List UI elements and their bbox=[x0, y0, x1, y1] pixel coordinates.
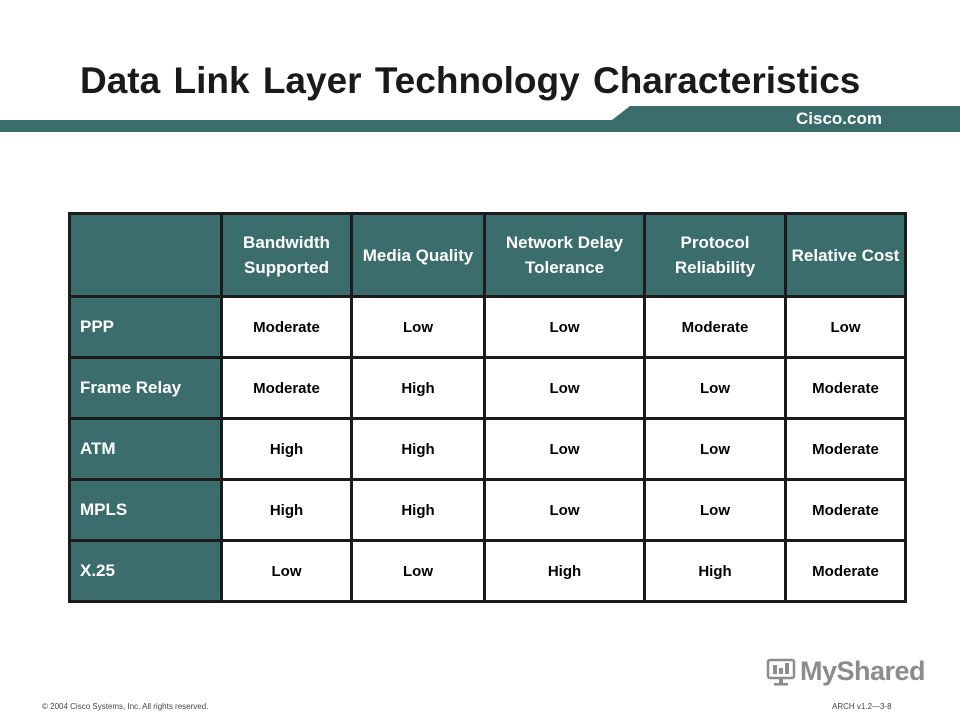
header-row bbox=[70, 214, 906, 297]
table-cell: High bbox=[645, 541, 786, 602]
table-cell: Moderate bbox=[645, 297, 786, 358]
myshared-logo[interactable] bbox=[766, 656, 925, 687]
table-cell: Moderate bbox=[786, 358, 906, 419]
column-header-reliability: Protocol Reliability bbox=[645, 214, 786, 297]
table-cell: Moderate bbox=[222, 297, 352, 358]
row-header: PPP bbox=[70, 297, 222, 358]
slide-title: Data Link Layer Technology Characteristics bbox=[80, 60, 861, 101]
copyright-text: © 2004 Cisco Systems, Inc. All rights reserved. bbox=[42, 702, 209, 711]
table-cell: High bbox=[352, 419, 485, 480]
table-cell: High bbox=[352, 480, 485, 541]
characteristics-table bbox=[68, 212, 907, 603]
table-row bbox=[70, 480, 906, 541]
column-header-bandwidth: Bandwidth Supported bbox=[222, 214, 352, 297]
table-cell: Low bbox=[645, 358, 786, 419]
table-cell: Low bbox=[645, 419, 786, 480]
table-cell: Low bbox=[485, 480, 645, 541]
table-cell: Low bbox=[645, 480, 786, 541]
table-row bbox=[70, 419, 906, 480]
table-cell: Moderate bbox=[222, 358, 352, 419]
table-cell: Low bbox=[485, 358, 645, 419]
table-cell: Moderate bbox=[786, 480, 906, 541]
table-cell: Low bbox=[352, 297, 485, 358]
table-cell: Low bbox=[352, 541, 485, 602]
table-cell: High bbox=[352, 358, 485, 419]
brand-label[interactable]: Cisco.com bbox=[796, 109, 882, 128]
column-header-cost: Relative Cost bbox=[786, 214, 906, 297]
row-header: ATM bbox=[70, 419, 222, 480]
table-cell: High bbox=[222, 419, 352, 480]
table-cell: Low bbox=[786, 297, 906, 358]
row-header: Frame Relay bbox=[70, 358, 222, 419]
table-cell: Moderate bbox=[786, 419, 906, 480]
presentation-screen-icon bbox=[766, 657, 796, 687]
table-cell: High bbox=[485, 541, 645, 602]
row-header: X.25 bbox=[70, 541, 222, 602]
table-cell: Moderate bbox=[786, 541, 906, 602]
table-cell: High bbox=[222, 480, 352, 541]
row-header: MPLS bbox=[70, 480, 222, 541]
table-cell: Low bbox=[485, 419, 645, 480]
table-row bbox=[70, 297, 906, 358]
logo-text: MyShared bbox=[800, 656, 926, 686]
table-cell: Low bbox=[485, 297, 645, 358]
table-row bbox=[70, 358, 906, 419]
table-row bbox=[70, 541, 906, 602]
slide-number: ARCH v1.2—3-8 bbox=[832, 702, 892, 711]
column-header-delay: Network Delay Tolerance bbox=[485, 214, 645, 297]
column-header-media: Media Quality bbox=[352, 214, 485, 297]
table-cell: Low bbox=[222, 541, 352, 602]
corner-cell bbox=[70, 214, 222, 297]
